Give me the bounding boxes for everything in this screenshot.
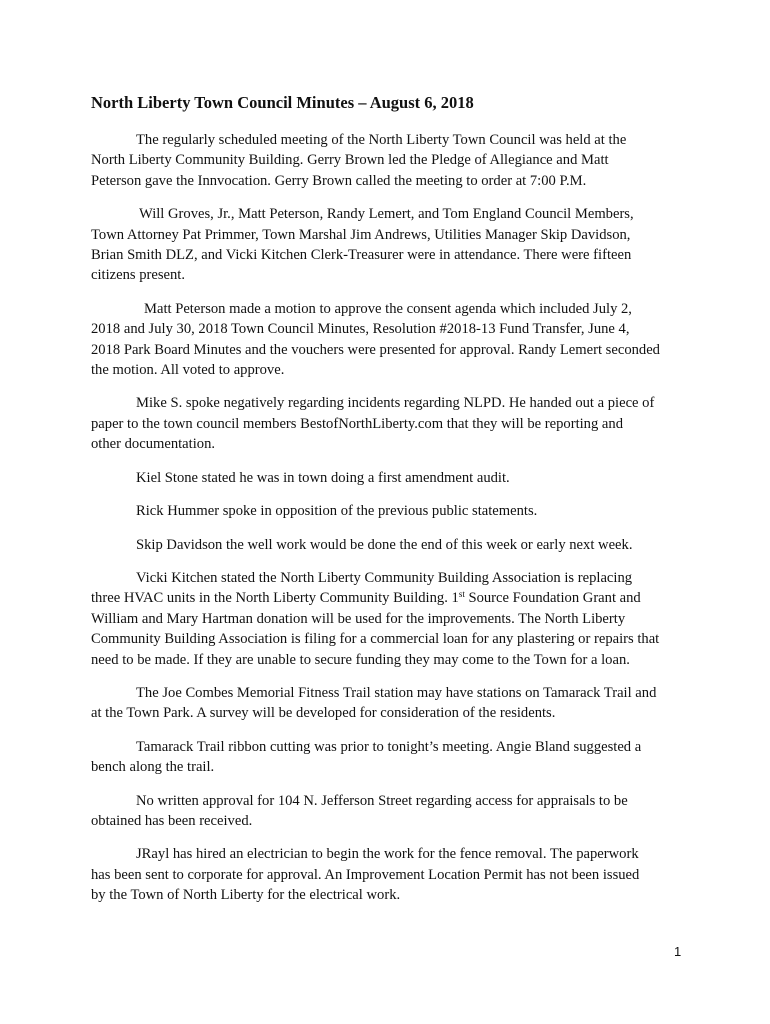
- text-line: the motion. All voted to approve.: [91, 362, 285, 379]
- text-line: 2018 Park Board Minutes and the vouchers were presented for approval. Randy Lemert seconded: [91, 341, 660, 358]
- paragraph-well-work: [91, 535, 691, 555]
- text-line: North Liberty Community Building. Gerry Brown led the Pledge of Allegiance and Matt: [91, 152, 609, 169]
- text-line: obtained has been received.: [91, 812, 253, 829]
- paragraph-call-to-order: [91, 130, 691, 191]
- document-title: North Liberty Town Council Minutes – August 6, 2018: [91, 93, 474, 112]
- text-line: Kiel Stone stated he was in town doing a first amendment audit.: [136, 469, 510, 486]
- paragraph-ribbon-cutting: [91, 737, 691, 778]
- text-line: by the Town of North Liberty for the electrical work.: [91, 887, 401, 904]
- paragraph-attendance: [91, 204, 691, 286]
- text-line-with-superscript: [91, 588, 691, 608]
- paragraph-public-comment-mike: [91, 393, 691, 454]
- text-line: Community Building Association is filing for a commercial loan for any plastering or repairs that: [91, 631, 660, 648]
- text-line: 2018 and July 30, 2018 Town Council Minutes, Resolution #2018-13 Fund Transfer, June 4,: [91, 321, 630, 338]
- paragraph-jrayl-electrician: [91, 844, 691, 905]
- text-line: The regularly scheduled meeting of the North Liberty Town Council was held at the: [136, 132, 627, 148]
- document-body: [91, 130, 691, 919]
- text-line: Rick Hummer spoke in opposition of the previous public statements.: [136, 503, 538, 520]
- text-segment: three HVAC units in the North Liberty Community Building. 1: [91, 590, 459, 607]
- text-line: Peterson gave the Innvocation. Gerry Brown called the meeting to order at 7:00 P.M.: [91, 172, 587, 189]
- text-line: Mike S. spoke negatively regarding incidents regarding NLPD. He handed out a piece of: [136, 395, 655, 412]
- text-line: need to be made. If they are unable to secure funding they may come to the Town for a loan.: [91, 651, 630, 668]
- text-line: JRayl has hired an electrician to begin the work for the fence removal. The paperwork: [136, 846, 639, 863]
- paragraph-public-comment-kiel: [91, 468, 691, 488]
- text-segment: Source Foundation Grant and: [464, 590, 641, 607]
- text-line: William and Mary Hartman donation will be used for the improvements. The North Liberty: [91, 610, 626, 627]
- paragraph-jefferson-street: [91, 791, 691, 832]
- text-line: Town Attorney Pat Primmer, Town Marshal Jim Andrews, Utilities Manager Skip Davidson,: [91, 226, 631, 243]
- text-line: has been sent to corporate for approval. An Improvement Location Permit has not been issued: [91, 866, 640, 883]
- text-line: No written approval for 104 N. Jefferson Street regarding access for appraisals to be: [136, 792, 628, 809]
- paragraph-hvac-units: [91, 568, 691, 670]
- text-line: Skip Davidson the well work would be done the end of this week or early next week.: [136, 536, 633, 553]
- ordinal-superscript: st: [458, 589, 465, 600]
- text-line: Brian Smith DLZ, and Vicki Kitchen Clerk-Treasurer were in attendance. There were fifteen: [91, 247, 632, 264]
- text-line: citizens present.: [91, 267, 186, 284]
- text-line: Matt Peterson made a motion to approve the consent agenda which included July 2,: [144, 300, 632, 317]
- text-line: The Joe Combes Memorial Fitness Trail station may have stations on Tamarack Trail and: [136, 684, 657, 701]
- text-line: Will Groves, Jr., Matt Peterson, Randy Lemert, and Tom England Council Members,: [139, 206, 634, 223]
- paragraph-public-comment-rick: [91, 501, 691, 521]
- paragraph-fitness-trail: [91, 683, 691, 724]
- text-line: Vicki Kitchen stated the North Liberty Community Building Association is replacing: [136, 569, 633, 586]
- page-number: 1: [674, 944, 682, 959]
- text-line: other documentation.: [91, 436, 216, 453]
- text-line: Tamarack Trail ribbon cutting was prior to tonight’s meeting. Angie Bland suggested a: [136, 738, 642, 755]
- text-line: bench along the trail.: [91, 759, 215, 776]
- text-line: at the Town Park. A survey will be developed for consideration of the residents.: [91, 705, 556, 722]
- paragraph-consent-agenda: [91, 299, 691, 381]
- text-line: paper to the town council members BestofNorthLiberty.com that they will be reporting and: [91, 415, 623, 432]
